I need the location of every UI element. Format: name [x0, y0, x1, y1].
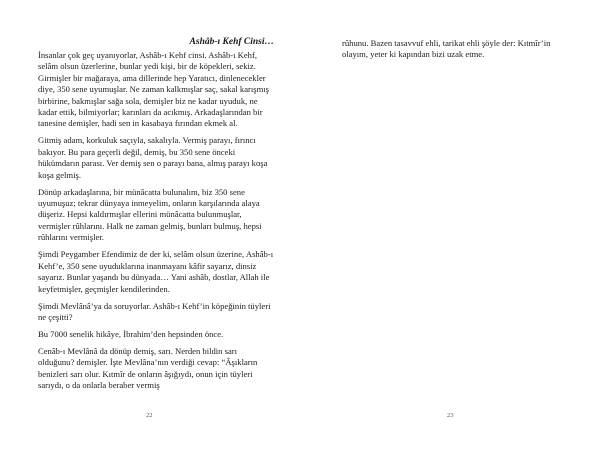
right-page	[300, 0, 600, 449]
paragraph-7: Cenâb-ı Mevlânâ da dönüp demiş, sarı. Nerden bildin sarı olduğunu? demişler. İşte Mevlâna’nın verdiği cevap: “Âşıkların benizleri sarı olur. Kıtmîr de onların âşığıydı, onun için tüyleri sarıydı, o da onlarla beraber vermiş	[38, 345, 258, 391]
paragraph-4: Şimdi Peygamber Efendimiz de der ki, selâm olsun üzerine, Ashâb-ı Kehf’e, 350 sene uyuduklarına inanmayanı kâfir sayarız, dinsiz sayarız. Bunlar yaşandı bu dünyada… Yani ashâb, dostlar, Allah ile keyfetmişler, geçmişler kendilerinden.	[38, 249, 274, 294]
page-number-left: 22	[146, 412, 153, 419]
paragraph-5: Şimdi Mevlânâ’ya da soruyorlar. Ashâb-ı Kehf’in köpeğinin tüyleri ne çeşitti?	[38, 300, 271, 322]
paragraph-2: Gitmiş adam, korkuluk saçıyla, sakalıyla. Vermiş parayı, fırıncı bakıyor. Bu para geçerli değil, demiş, bu 350 sene önceki hükümdarın parası. Ver demiş sen o parayı bana, almış parayı koşa koşa gelmiş.	[38, 135, 268, 180]
chapter-header: Ashâb-ı Kehf Cinsi…	[189, 37, 274, 47]
paragraph-1: İnsanlar çok geç uyanıyorlar, Ashâb-ı Kehf cinsi. Ashâb-ı Kehf, selâm olsun üzerlerine, bunlar yedi kişi, bir de köpekleri, sekiz. Girmişler bir mağaraya, ama dillerinde hep Yaratıcı, dinlenecekler diye, 350 sene uyumuşlar. Ne zaman kalkmışlar saç, sakal karışmış birbirine, bakmışlar sağa sola, demişler biz ne kadar uyuduk, ne kadar ettik, bilmiyorlar; karınları da acıkmış. Arkadaşlarından bir tanesine demişler, hadi sen in kasabaya fırından ekmek al.	[38, 50, 270, 129]
paragraph-continued: rûhunu. Bazen tasavvuf ehli, tarikat ehli şöyle der: Kıtmîr’in olayım, yeter ki kapından bizi uzak etme.	[342, 38, 551, 60]
left-page-body	[38, 50, 274, 397]
paragraph-3: Dönüp arkadaşlarına, bir münâcatta bulunalım, biz 350 sene uyumuşuz; tekrar dünyaya inmeyelim, onların karşılarında alaya düşeriz. Hepsi kaldırmışlar ellerini münâcatta bulunmuşlar, vermişler rûhlarını. Halk ne zaman gelmiş, bunları bulmuş, hepsi rûhlarını vermişler.	[38, 186, 262, 243]
page-number-right: 23	[447, 412, 454, 419]
right-page-body	[342, 38, 572, 66]
paragraph-6: Bu 7000 senelik hikâye, İbrahim’den hepsinden önce.	[38, 328, 224, 339]
